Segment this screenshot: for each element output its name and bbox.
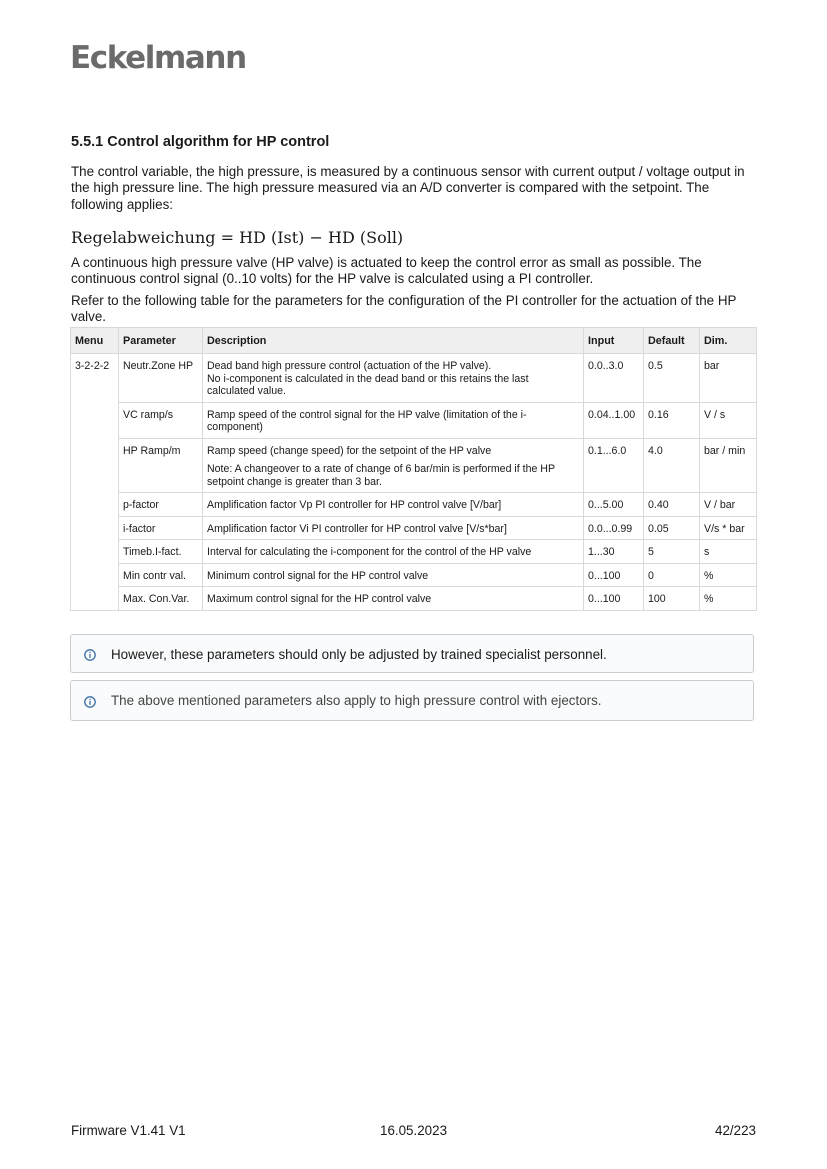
cell-parameter: i-factor [119,516,203,540]
cell-parameter: Neutr.Zone HP [119,354,203,403]
header-parameter: Parameter [119,328,203,354]
cell-dim: s [700,540,757,564]
description-note: Note: A changeover to a rate of change of 6 bar/min is performed if the HP setpoint change is greater than 3 bar. [207,463,555,488]
intro-paragraph: The control variable, the high pressure, is measured by a continuous sensor with current output / voltage output in the high pressure line. The high pressure measured via an A/D converter is compared with the setpoint. The following applies: [71,164,745,212]
parameter-table [70,327,757,611]
cell-default: 0.05 [644,516,700,540]
cell-parameter: VC ramp/s [119,402,203,438]
header-input: Input [584,328,644,354]
cell-description [203,493,584,517]
cell-parameter: Timeb.I-fact. [119,540,203,564]
table-row [71,540,757,564]
cell-description [203,540,584,564]
cell-menu [71,402,119,438]
cell-default: 0.5 [644,354,700,403]
cell-dim: % [700,587,757,611]
cell-input: 0...100 [584,563,644,587]
header-menu: Menu [71,328,119,354]
cell-dim: V / s [700,402,757,438]
cell-menu: 3-2-2-2 [71,354,119,403]
header-default: Default [644,328,700,354]
cell-description [203,354,584,403]
table-row [71,516,757,540]
cell-parameter: Min contr val. [119,563,203,587]
footer-firmware: Firmware V1.41 V1 [71,1123,186,1138]
cell-default: 0 [644,563,700,587]
cell-input: 0.0..3.0 [584,354,644,403]
cell-description [203,587,584,611]
cell-menu [71,438,119,493]
table-header-row [71,328,757,354]
cell-input: 0.04..1.00 [584,402,644,438]
cell-dim: bar / min [700,438,757,493]
cell-parameter: p-factor [119,493,203,517]
cell-dim: V/s * bar [700,516,757,540]
cell-menu [71,540,119,564]
description-line: Ramp speed of the control signal for the HP valve (limitation of the i-component) [207,408,527,433]
cell-parameter: Max. Con.Var. [119,587,203,611]
info-icon [84,696,96,708]
info-note-text: However, these parameters should only be adjusted by trained specialist personnel. [111,647,607,662]
header-description: Description [203,328,584,354]
valve-paragraph: A continuous high pressure valve (HP valve) is actuated to keep the control error as small as possible. The continuous control signal (0..10 volts) for the HP valve is calculated using a PI controller. [71,255,702,287]
cell-description [203,563,584,587]
cell-menu [71,563,119,587]
info-icon [84,649,96,661]
description-line: No i-component is calculated in the dead band or this retains the last calculated value. [207,372,529,397]
cell-description [203,516,584,540]
eckelmann-logo: Eckelmann [70,40,246,76]
description-line: Minimum control signal for the HP control valve [207,569,429,582]
cell-input: 0.1...6.0 [584,438,644,493]
cell-parameter: HP Ramp/m [119,438,203,493]
cell-input: 0.0...0.99 [584,516,644,540]
footer-page-number: 42/223 [715,1123,756,1138]
description-line: Interval for calculating the i-component for the control of the HP valve [207,546,532,558]
cell-default: 4.0 [644,438,700,493]
description-line: Amplification factor Vp PI controller for HP control valve [V/bar] [207,499,502,511]
cell-default: 100 [644,587,700,611]
table-row [71,402,757,438]
cell-dim: % [700,563,757,587]
cell-input: 0...100 [584,587,644,611]
cell-menu [71,587,119,611]
cell-default: 0.40 [644,493,700,517]
description-line: Amplification factor Vi PI controller for HP control valve [V/s*bar] [207,522,507,535]
description-line: Ramp speed (change speed) for the setpoint of the HP valve [207,444,492,457]
info-note [70,680,754,721]
description-line: Dead band high pressure control (actuation of the HP valve). [207,360,492,372]
footer-date: 16.05.2023 [380,1123,448,1138]
cell-input: 1...30 [584,540,644,564]
table-row [71,563,757,587]
table-row [71,354,757,403]
cell-description [203,402,584,438]
section-title: 5.5.1 Control algorithm for HP control [71,134,330,150]
cell-default: 0.16 [644,402,700,438]
cell-menu [71,493,119,517]
info-note [70,634,754,673]
header-dim: Dim. [700,328,757,354]
cell-input: 0...5.00 [584,493,644,517]
cell-dim: V / bar [700,493,757,517]
cell-default: 5 [644,540,700,564]
table-row [71,587,757,611]
table-row [71,493,757,517]
cell-menu [71,516,119,540]
info-note-text: The above mentioned parameters also apply to high pressure control with ejectors. [111,693,602,708]
control-error-formula: Regelabweichung = HD (Ist) − HD (Soll) [71,228,404,247]
description-line: Maximum control signal for the HP control valve [207,593,432,605]
table-row [71,438,757,493]
refer-paragraph: Refer to the following table for the parameters for the configuration of the PI controller for the actuation of the HP valve. [71,293,737,325]
cell-description [203,438,584,493]
cell-dim: bar [700,354,757,403]
